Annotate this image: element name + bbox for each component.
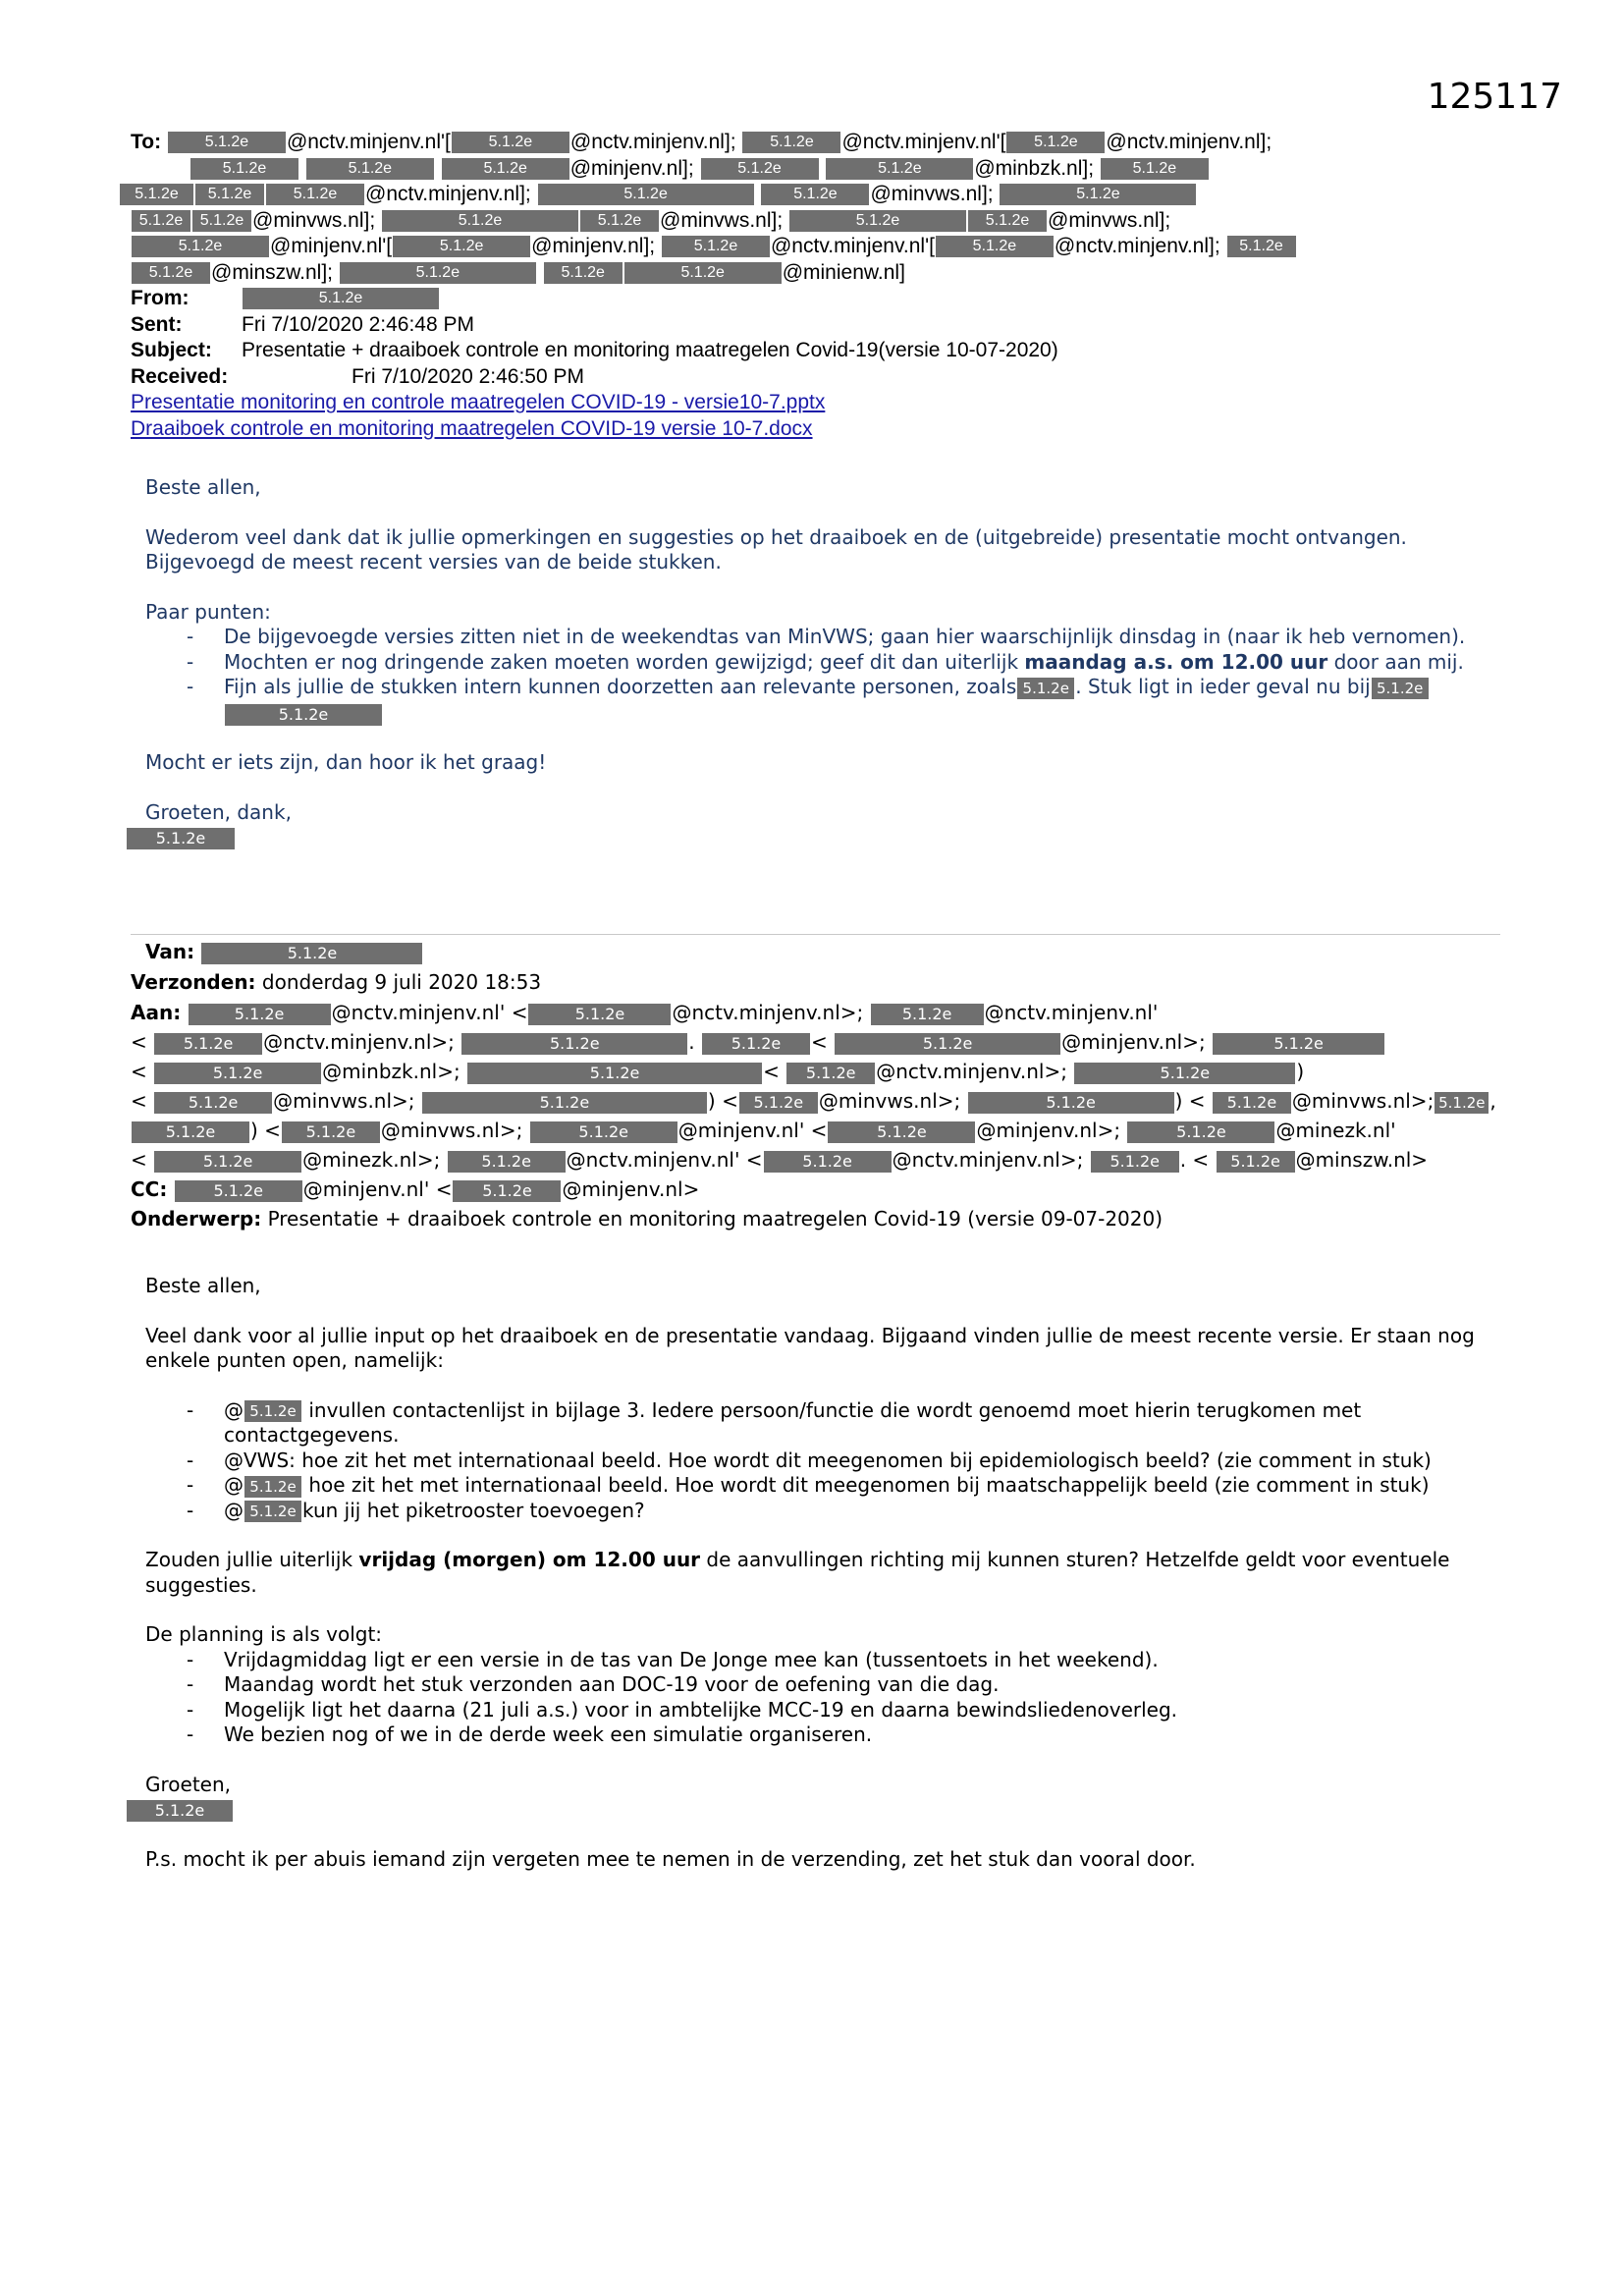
van-line — [131, 937, 1505, 967]
address-domain: @nctv.minjenv.nl'[ — [841, 131, 1006, 153]
redaction-box: 5.1.2e — [201, 943, 422, 964]
redaction-box: 5.1.2e — [132, 1121, 249, 1143]
redaction-box: 5.1.2e — [244, 1501, 301, 1522]
subject-value: Presentatie + draaiboek controle en monitoring maatregelen Covid-19(versie 10-07-2020) — [242, 339, 1058, 361]
list-item: - We bezien nog of we in de derde week een simulatie organiseren. — [224, 1722, 1500, 1748]
postscript: P.s. mocht ik per abuis iemand zijn vergeten mee te nemen in de verzending, zet het stuk dan vooral door. — [145, 1846, 1196, 1871]
redaction-box: 5.1.2e — [1091, 1151, 1179, 1173]
email-body-2 — [145, 1274, 1500, 1872]
redaction-box: 5.1.2e — [786, 1063, 875, 1084]
paragraph — [145, 1548, 1500, 1598]
redaction-box: 5.1.2e — [968, 210, 1047, 232]
list-item-text: Fijn als jullie de stukken intern kunnen doorzetten aan relevante personen, zoals — [224, 675, 1017, 698]
redaction-box: 5.1.2e — [154, 1063, 321, 1084]
redaction-box: 5.1.2e — [662, 236, 770, 257]
list-item: - Vrijdagmiddag ligt er een versie in de tas van De Jonge mee kan (tussentoets in het weekend). — [224, 1648, 1500, 1673]
verzonden-label: Verzonden: — [131, 970, 256, 994]
to-line — [131, 260, 1505, 287]
address-domain: @nctv.minjenv.nl]; — [569, 131, 736, 153]
cc-line: CC: 5.1.2e @minjenv.nl' < 5.1.2e @minjenv.nl> — [131, 1177, 700, 1201]
redaction-box: 5.1.2e — [742, 132, 840, 153]
redaction-box: 5.1.2e — [1006, 132, 1105, 153]
from-label: From: — [131, 287, 189, 309]
redaction-box: 5.1.2e — [580, 210, 659, 232]
sent-label: Sent: — [131, 312, 183, 336]
address-domain: @minszw.nl]; — [211, 260, 334, 284]
redaction-box: 5.1.2e — [1227, 236, 1296, 257]
paragraph: Veel dank voor al jullie input op het draaiboek en de presentatie vandaag. Bijgaand vinden jullie de meest recente versie. Er staan nog enkele punten open, namelijk: — [145, 1323, 1475, 1372]
to-line — [131, 156, 1505, 183]
planning-title: De planning is als volgt: — [145, 1622, 383, 1646]
to-line — [131, 234, 1505, 260]
redaction-box: 5.1.2e — [1101, 158, 1209, 180]
redaction-box: 5.1.2e — [1213, 1033, 1384, 1055]
list-item: - De bijgevoegde versies zitten niet in de weekendtas van MinVWS; gaan hier waarschijnlijk dinsdag in (naar ik heb vernomen). — [224, 625, 1500, 650]
redaction-box: 5.1.2e — [1017, 678, 1074, 699]
paragraph-text: de aanvullingen richting mij kunnen sturen? Hetzelfde geldt voor eventuele suggesties. — [145, 1548, 1450, 1597]
redaction-box: 5.1.2e — [442, 158, 569, 180]
cc-label: CC: — [131, 1177, 168, 1201]
greeting: Beste allen, — [145, 475, 261, 499]
to-line — [131, 208, 1505, 235]
attachment-link-docx[interactable]: Draaiboek controle en monitoring maatregelen COVID-19 versie 10-7.docx — [131, 416, 813, 440]
to-label: To: — [131, 131, 162, 153]
redaction-box: 5.1.2e — [448, 1151, 566, 1173]
redaction-box: 5.1.2e — [835, 1033, 1060, 1055]
address-domain: @minjenv.nl'[ — [270, 235, 393, 257]
quoted-email-header — [131, 937, 1505, 1234]
redaction-box: 5.1.2e — [282, 1121, 380, 1143]
redaction-box: 5.1.2e — [422, 1092, 707, 1114]
closing: Groeten, dank, — [145, 799, 292, 824]
redaction-box: 5.1.2e — [1217, 1151, 1295, 1173]
list-item-text: hoe zit het met internationaal beeld. Hoe wordt dit meegenomen bij maatschappelijk beeld (zie comment in stuk) — [302, 1473, 1430, 1497]
redaction-box: 5.1.2e — [266, 184, 364, 205]
to-line — [119, 182, 1505, 208]
list-item-text: . Stuk ligt in ieder geval nu bij — [1075, 675, 1371, 698]
redaction-box: 5.1.2e — [132, 236, 269, 257]
points-title: Paar punten: — [145, 599, 271, 624]
signature-redaction: 5.1.2e — [127, 828, 235, 849]
redaction-box: 5.1.2e — [968, 1092, 1174, 1114]
redaction-box: 5.1.2e — [243, 288, 439, 309]
document-number: 125117 — [1427, 77, 1562, 117]
redaction-box: 5.1.2e — [1213, 1092, 1291, 1114]
redaction-box: 5.1.2e — [192, 210, 251, 232]
received-line — [131, 364, 1505, 391]
received-value: Fri 7/10/2020 2:46:50 PM — [352, 364, 584, 388]
aan-label: Aan: — [131, 1001, 182, 1024]
redaction-box: 5.1.2e — [120, 184, 193, 205]
address-domain: @minvws.nl]; — [660, 208, 784, 232]
redaction-box: 5.1.2e — [1372, 678, 1429, 699]
redaction-box: 5.1.2e — [467, 1063, 762, 1084]
paragraph: Wederom veel dank dat ik jullie opmerkingen en suggesties op het draaiboek en de (uitgebreide) presentatie mocht ontvangen. Bijgevoegd de meest recent versies van de beide stukken. — [145, 524, 1407, 574]
onderwerp-line — [131, 1204, 1505, 1234]
aan-line: Aan: 5.1.2e @nctv.minjenv.nl' < 5.1.2e @nctv.minjenv.nl>; 5.1.2e @nctv.minjenv.nl' < 5.1.2e @nctv.minjenv.nl>; 5.1.2e . 5.1.2e < 5.1.2e @minjenv.nl>; 5.1.2e < 5.1.2e @minbzk.nl>; 5.1.2e < 5.1.2e @nctv.minjenv.nl>; 5.1.2e ) < 5.1.2e @minvws.nl>; 5.1.2e ) < 5.1.2e @minvws.nl>; 5.1.2e ) < 5.1.2e @minvws.nl>; 5.1.2e , 5.1.2e ) < 5.1.2e @minvws.nl>; 5.1.2e @minjenv.nl' < 5.1.2e @minjenv.nl>; 5.1.2e @minezk.nl' < 5.1.2e @minezk.nl>; 5.1.2e @nctv.minjenv.nl' < 5.1.2e @nctv.minjenv.nl>; 5.1.2e . < 5.1.2e @minszw.nl> — [131, 1001, 1496, 1172]
van-label: Van: — [145, 940, 195, 963]
redaction-box: 5.1.2e — [168, 132, 286, 153]
redaction-box: 5.1.2e — [828, 1121, 975, 1143]
redaction-box: 5.1.2e — [761, 184, 869, 205]
verzonden-line — [131, 967, 1505, 998]
to-line — [131, 130, 1505, 156]
points-list — [145, 625, 1500, 726]
address-domain: @minvws.nl]; — [252, 208, 376, 232]
closing: Groeten, — [145, 1772, 232, 1796]
onderwerp-value: Presentatie + draaiboek controle en monitoring maatregelen Covid-19 (versie 09-07-2020) — [267, 1207, 1164, 1230]
list-item: - @ 5.1.2e hoe zit het met internationaal beeld. Hoe wordt dit meegenomen bij maatschappelijk beeld (zie comment in stuk) — [224, 1473, 1500, 1499]
list-item — [224, 675, 1500, 726]
greeting: Beste allen, — [145, 1274, 261, 1297]
signature-redaction: 5.1.2e — [127, 1800, 233, 1822]
redaction-box: 5.1.2e — [452, 132, 569, 153]
redaction-box: 5.1.2e — [739, 1092, 818, 1114]
redaction-box: 5.1.2e — [1074, 1063, 1295, 1084]
redaction-box: 5.1.2e — [340, 262, 536, 284]
list-item: - Mogelijk ligt het daarna (21 juli a.s.) voor in ambtelijke MCC-19 en daarna bewindsliedenoverleg. — [224, 1698, 1500, 1723]
redaction-box: 5.1.2e — [1127, 1121, 1274, 1143]
redaction-box: 5.1.2e — [461, 1033, 687, 1055]
redaction-box: 5.1.2e — [789, 210, 966, 232]
subject-label: Subject: — [131, 339, 212, 361]
planning-list — [145, 1648, 1500, 1748]
redaction-box: 5.1.2e — [826, 158, 973, 180]
deadline-bold: maandag a.s. om 12.00 uur — [1024, 649, 1328, 674]
redaction-box: 5.1.2e — [624, 262, 782, 284]
redaction-box: 5.1.2e — [244, 1400, 301, 1422]
address-domain: @minvws.nl]; — [870, 183, 994, 205]
list-item-text: invullen contactenlijst in bijlage 3. Iedere persoon/functie die wordt genoemd moet hierin terugkomen met contactgegevens. — [224, 1397, 1362, 1447]
address-domain: @nctv.minjenv.nl]; — [365, 183, 531, 205]
list-item — [224, 650, 1500, 676]
list-item: - @VWS: hoe zit het met internationaal beeld. Hoe wordt dit meegenomen bij epidemiologisch beeld? (zie comment in stuk) — [224, 1449, 1500, 1474]
redaction-box: 5.1.2e — [154, 1033, 262, 1055]
redaction-box: 5.1.2e — [225, 704, 382, 726]
address-domain: @minjenv.nl]; — [531, 235, 656, 257]
list-item: - @ 5.1.2e invullen contactenlijst in bijlage 3. Iedere persoon/functie die wordt genoemd moet hierin terugkomen met contactgegevens. — [224, 1398, 1500, 1449]
open-points-list — [145, 1398, 1500, 1524]
list-item-text: Mochten er nog dringende zaken moeten worden gewijzigd; geef dit dan uiterlijk — [224, 649, 1025, 674]
sent-value: Fri 7/10/2020 2:46:48 PM — [242, 312, 474, 336]
redaction-box: 5.1.2e — [538, 184, 754, 205]
paragraph-text: Zouden jullie uiterlijk — [145, 1548, 359, 1571]
redaction-box: 5.1.2e — [393, 236, 530, 257]
redaction-box: 5.1.2e — [528, 1004, 671, 1025]
list-item-text: door aan mij. — [1327, 649, 1464, 674]
address-domain: @nctv.minjenv.nl]; — [1054, 235, 1220, 257]
deadline-bold: vrijdag (morgen) om 12.00 uur — [358, 1548, 701, 1571]
closing: Mocht er iets zijn, dan hoor ik het graag! — [145, 750, 547, 774]
address-domain: @nctv.minjenv.nl]; — [1106, 131, 1272, 153]
redaction-box: 5.1.2e — [190, 158, 298, 180]
redaction-box: 5.1.2e — [175, 1180, 302, 1202]
address-domain: @minvws.nl]; — [1048, 208, 1171, 232]
redaction-box: 5.1.2e — [453, 1180, 561, 1202]
redaction-box: 5.1.2e — [701, 158, 819, 180]
received-label: Received: — [131, 364, 229, 388]
address-domain: @nctv.minjenv.nl'[ — [286, 131, 451, 153]
redaction-box: 5.1.2e — [1000, 184, 1196, 205]
address-domain: @minienw.nl] — [782, 260, 905, 284]
email-header — [131, 130, 1505, 442]
redaction-box: 5.1.2e — [382, 210, 578, 232]
redaction-box: 5.1.2e — [244, 1476, 301, 1498]
redaction-box: 5.1.2e — [702, 1033, 810, 1055]
separator-line — [131, 934, 1500, 935]
verzonden-value: donderdag 9 juli 2020 18:53 — [261, 970, 542, 994]
from-line — [131, 286, 1505, 312]
redaction-box: 5.1.2e — [195, 184, 264, 205]
attachment-link-pptx[interactable]: Presentatie monitoring en controle maatregelen COVID-19 - versie10-7.pptx — [131, 391, 826, 413]
redaction-box: 5.1.2e — [764, 1151, 892, 1173]
redaction-box: 5.1.2e — [306, 158, 434, 180]
redaction-box: 5.1.2e — [189, 1004, 331, 1025]
list-item: - Maandag wordt het stuk verzonden aan DOC-19 voor de oefening van die dag. — [224, 1672, 1500, 1698]
address-domain: @minjenv.nl]; — [569, 156, 694, 180]
redaction-box: 5.1.2e — [154, 1092, 272, 1114]
redaction-box: 5.1.2e — [871, 1004, 984, 1025]
onderwerp-label: Onderwerp: — [131, 1207, 262, 1230]
redaction-box: 5.1.2e — [132, 262, 210, 284]
redaction-box: 5.1.2e — [154, 1151, 301, 1173]
address-domain: @minbzk.nl]; — [974, 156, 1095, 180]
list-item-text: kun jij het piketrooster toevoegen? — [302, 1498, 645, 1522]
redaction-box: 5.1.2e — [544, 262, 623, 284]
address-domain: @nctv.minjenv.nl'[ — [770, 235, 935, 257]
redaction-box: 5.1.2e — [132, 210, 190, 232]
redaction-box: 5.1.2e — [936, 236, 1054, 257]
redaction-box: 5.1.2e — [1435, 1092, 1489, 1114]
redaction-box: 5.1.2e — [530, 1121, 677, 1143]
list-item: - @ 5.1.2e kun jij het piketrooster toevoegen? — [224, 1499, 1500, 1524]
email-body-1 — [145, 475, 1500, 850]
sent-line — [131, 312, 1505, 339]
subject-line — [131, 338, 1505, 364]
